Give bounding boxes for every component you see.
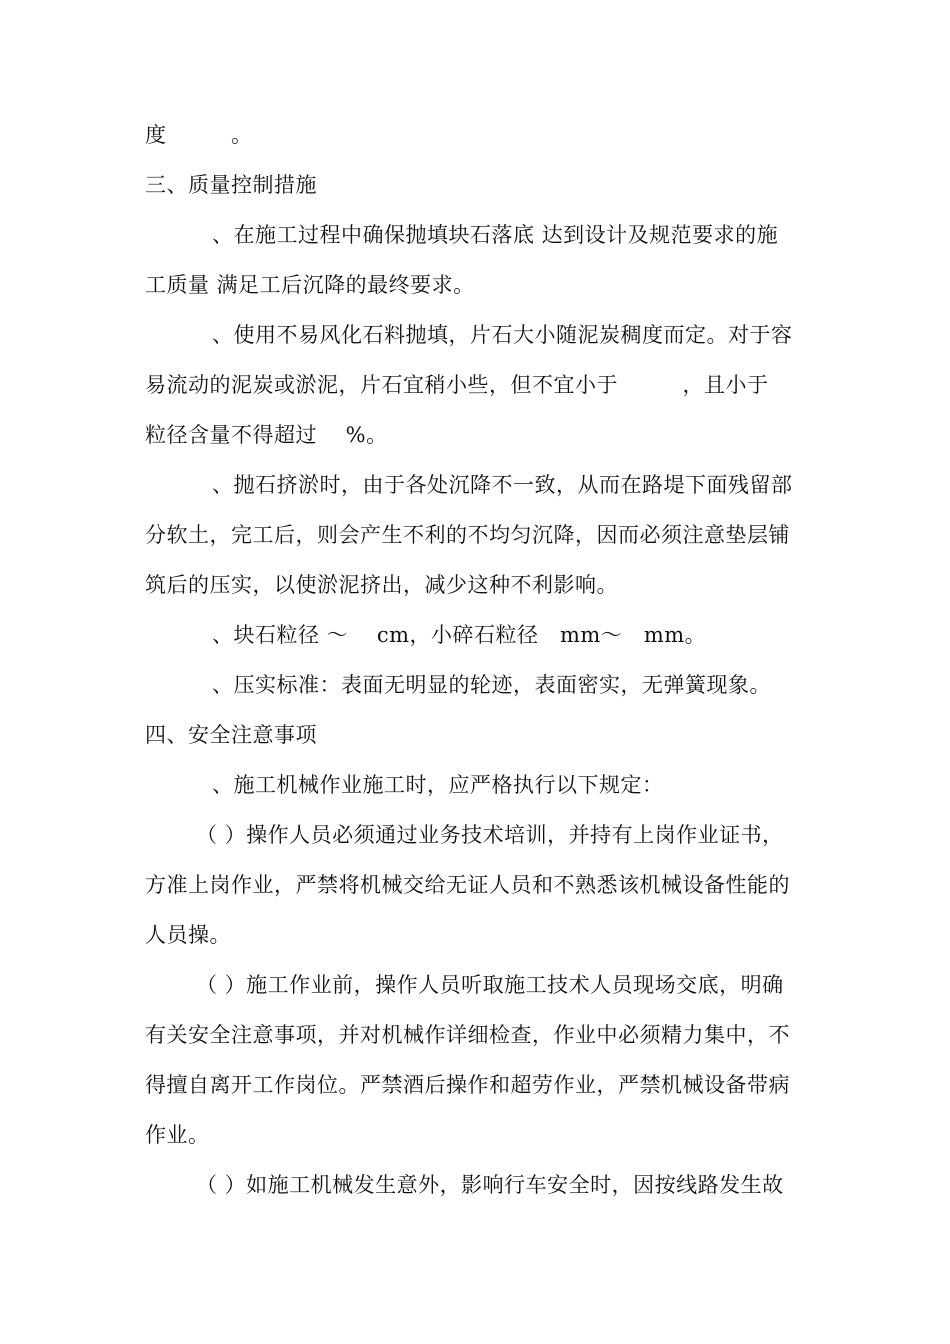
text-line: 作业。 [145,1123,210,1147]
text-line: 工质量 满足工后沉降的最终要求。 [145,273,475,297]
text-line: （ ）施工作业前，操作人员听取施工技术人员现场交底，明确 [196,973,784,997]
text-line: 、抛石挤淤时，由于各处沉降不一致，从而在路堤下面残留部 [212,473,793,497]
text-line: 、在施工过程中确保抛填块石落底 达到设计及规范要求的施 [212,223,779,247]
text-line: 、压实标准：表面无明显的轮迹，表面密实，无弹簧现象。 [212,673,771,697]
text-line: 方准上岗作业，严禁将机械交给无证人员和不熟悉该机械设备性能的 [145,873,790,897]
text-line: 、使用不易风化石料抛填，片石大小随泥炭稠度而定。对于容 [212,323,793,347]
text-line: 得擅自离开工作岗位。严禁酒后操作和超劳作业，严禁机械设备带病 [145,1073,790,1097]
section-heading: 四、安全注意事项 [145,723,317,747]
text-line: 、块石粒径 ～ cm，小碎石粒径 mm～ mm。 [212,623,707,647]
text-line: 易流动的泥炭或淤泥，片石宜稍小些，但不宜小于 ，且小于 [145,373,769,397]
text-line: 分软土，完工后，则会产生不利的不均匀沉降，因而必须注意垫层铺 [145,523,790,547]
text-line: 粒径含量不得超过 %。 [145,423,388,447]
text-line: 、施工机械作业施工时，应严格执行以下规定： [212,773,664,797]
text-line: 人员操。 [145,923,231,947]
section-heading: 三、质量控制措施 [145,173,317,197]
text-line: （ ）操作人员必须通过业务技术培训，并持有上岗作业证书， [196,823,784,847]
text-line: 有关安全注意事项，并对机械作详细检查，作业中必须精力集中，不 [145,1023,790,1047]
text-line: 度 。 [145,123,253,147]
text-line: （ ）如施工机械发生意外，影响行车安全时，因按线路发生故 [196,1173,784,1197]
text-line: 筑后的压实，以使淤泥挤出，减少这种不利影响。 [145,573,618,597]
